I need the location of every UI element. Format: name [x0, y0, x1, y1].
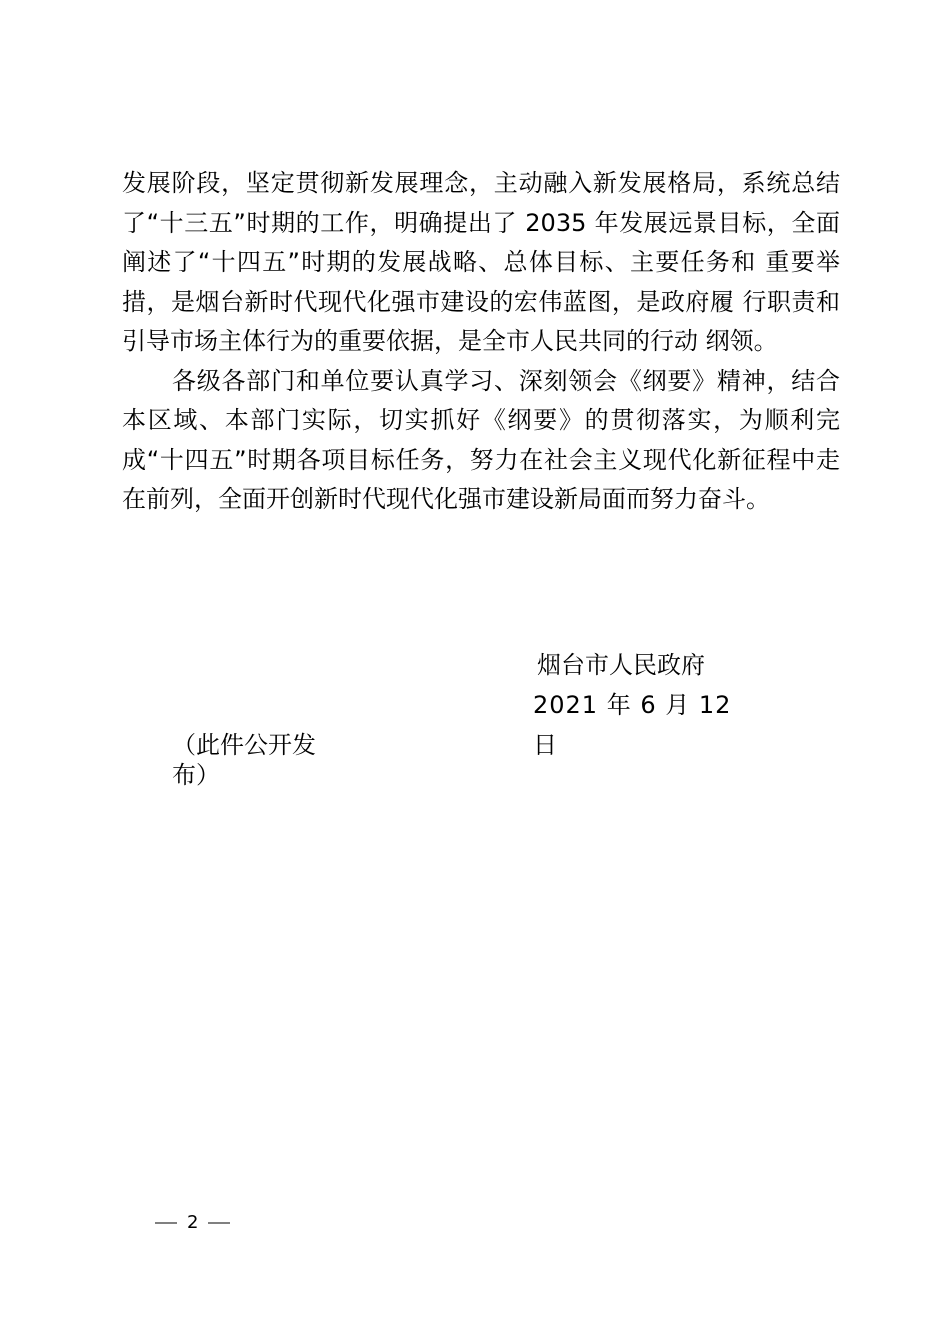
- issuing-organization: 烟台市人民政府: [537, 651, 705, 679]
- page-number: 2: [187, 1212, 199, 1231]
- footer-dash-right: [208, 1222, 230, 1224]
- footer-dash-left: [155, 1222, 177, 1224]
- document-body: [122, 164, 840, 520]
- public-release-note: （此件公开发布）: [172, 731, 316, 789]
- paragraph-2: 各级各部门和单位要认真学习、深刻领会《纲要》精神，结合本区域、本部门实际，切实抓好《纲要》的贯彻落实，为顺利完成“十四五”时期各项目标任务，努力在社会主义现代化新征程中走在前列，全面开创新时代现代化强市建设新局面而努力奋斗。: [122, 366, 840, 513]
- issue-date: 2021 年 6 月 12 日: [533, 691, 732, 759]
- signature-block: [533, 645, 743, 765]
- page-footer: [155, 1211, 235, 1231]
- paragraph-1: 发展阶段，坚定贯彻新发展理念，主动融入新发展格局，系统总结了“十三五”时期的工作，明确提出了 2035 年发展远景目标，全面阐述了“十四五”时期的发展战略、总体目标、主要任务和 重要举措，是烟台新时代现代化强市建设的宏伟蓝图，是政府履 行职责和引导市场主体行为的重要依据，是全市人民共同的行动 纲领。: [122, 169, 840, 355]
